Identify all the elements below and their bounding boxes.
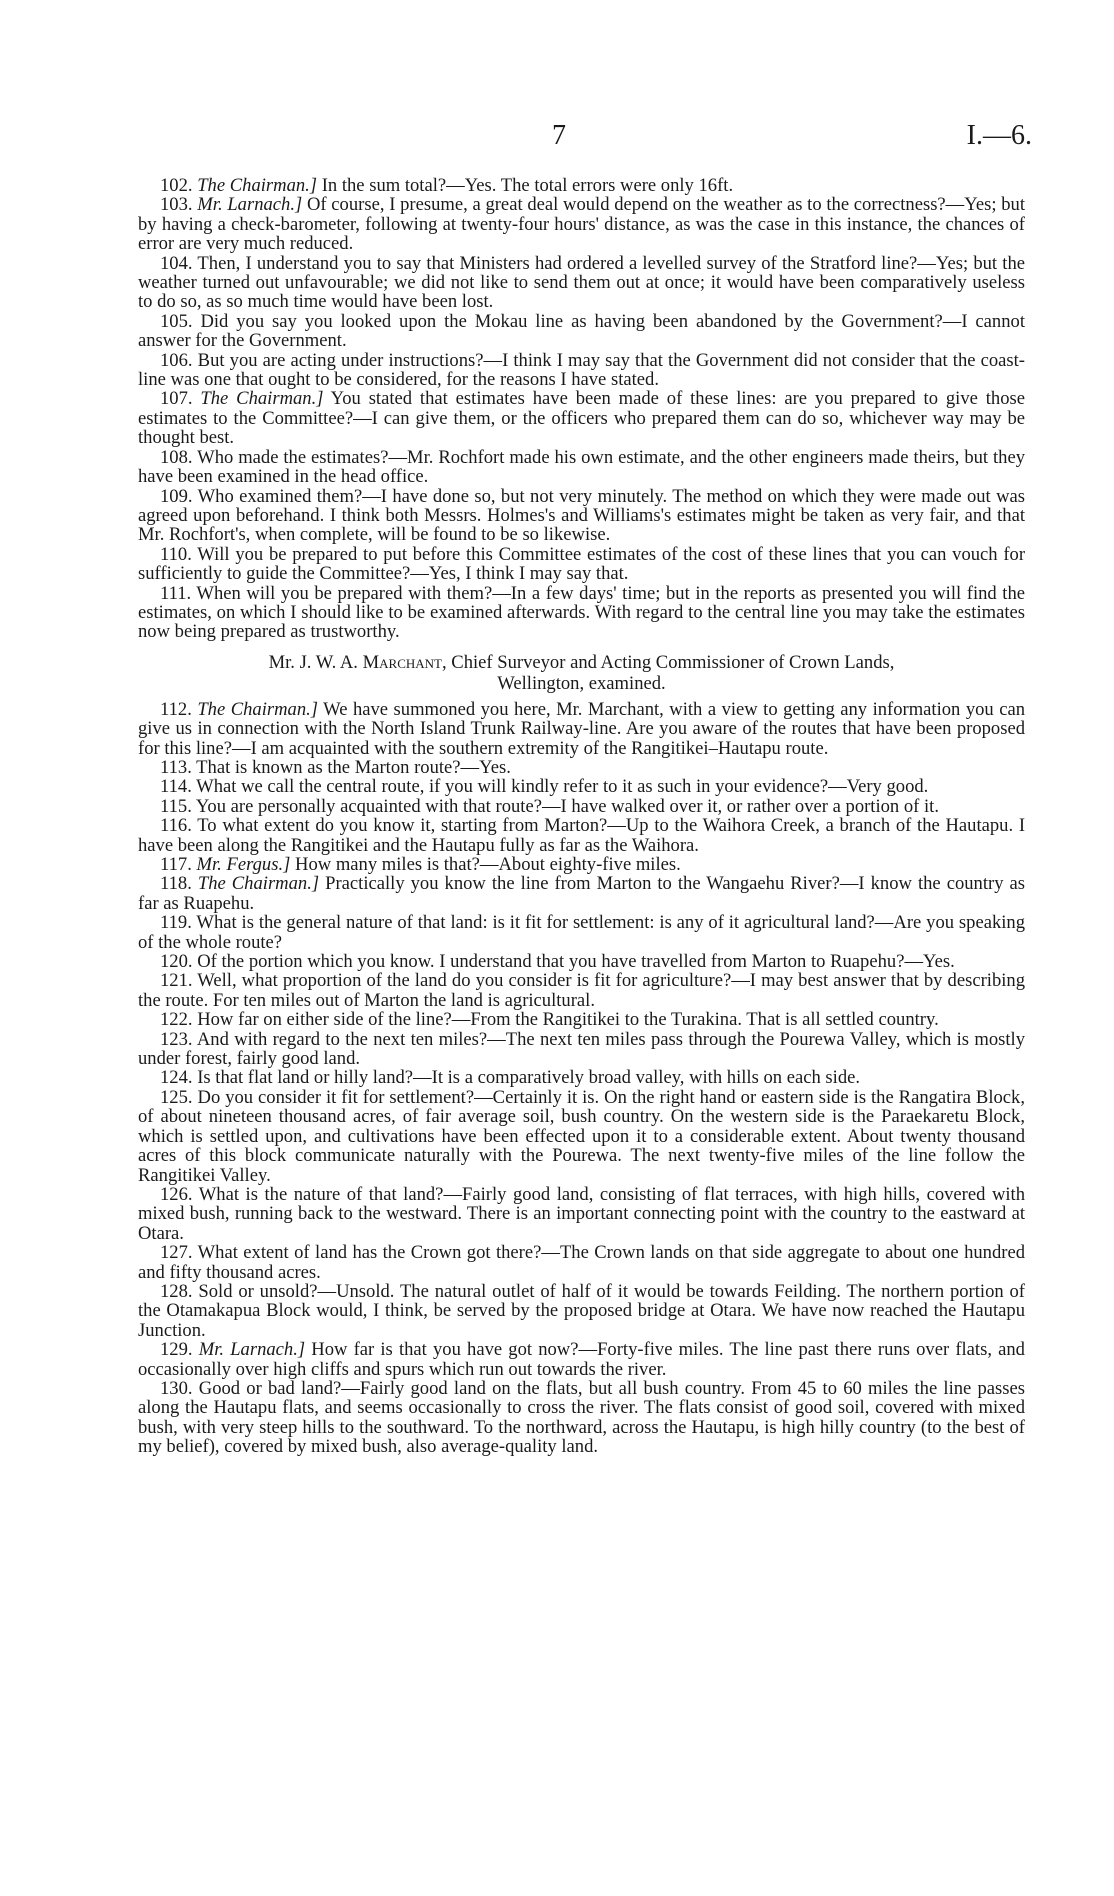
question-number: 108. [160,446,193,468]
question-paragraph [138,254,1025,312]
question-paragraph [138,1243,1025,1282]
question-paragraph [138,913,1025,952]
speaker-label: Mr. Larnach.] [197,194,303,216]
question-text: Do you consider it fit for settlement?—Certainly it is. On the right hand or eastern side is the Rangatira Block, of about nineteen thousand acres, of fair average soil, bush country. On the western side is the Paraekaretu Block, which is settled upon, and cultivations have been effected upon it to a considerable extent. About twenty thousand acres of this block communicate naturally with the Pourewa. The next twenty-five miles of the line follow the Rangitikei Valley. [138,1086,1025,1186]
question-text: But you are acting under instructions?—I think I may say that the Government did not consider that the coast-line was one that ought to be considered, for the reasons I have stated. [138,349,1026,391]
question-text: Of course, I presume, a great deal would depend on the weather as to the correctness?—Yes; but by having a check-barometer, following at twenty-four hours' distance, as was the case in this instance, the chances of error are very much reduced. [138,194,1025,255]
question-number: 121. [160,970,193,992]
question-number: 124. [160,1067,193,1089]
question-number: 104. [160,252,193,274]
question-text: And with regard to the next ten miles?—The next ten miles pass through the Pourewa Valley, which is mostly under forest, fairly good land. [138,1028,1026,1070]
speaker-label: Mr. Fergus.] [196,854,291,875]
question-number: 114. [160,776,192,798]
question-text: Did you say you looked upon the Mokau line as having been abandoned by the Government?—I cannot answer for the Government. [138,310,1025,352]
question-number: 123. [160,1028,193,1050]
question-paragraph [138,1340,1025,1379]
question-paragraph [138,487,1025,545]
page-number: 7 [552,120,566,151]
question-number: 122. [160,1009,193,1031]
question-text: You are personally acquainted with that route?—I have walked over it, or rather over a portion of it. [195,795,939,817]
question-paragraph [138,195,1025,253]
question-number: 125. [160,1086,193,1108]
question-number: 117. [160,854,192,875]
question-text: You stated that estimates have been made of these lines: are you prepared to give those estimates to the Committee?—I can give them, or the officers who prepared them can do so, whichever way may be thought best. [138,388,1026,449]
question-text: Is that flat land or hilly land?—It is a comparatively broad valley, with hills on each side. [197,1067,861,1089]
question-text: Sold or unsold?—Unsold. The natural outlet of half of it would be towards Feilding. The northern portion of the Otamakapua Block would, I think, be served by the proposed bridge at Otara. We have now reached the Hautapu Junction. [138,1280,1026,1341]
question-text: How far is that you have got now?—Forty-five miles. The line past there runs over flats, and occasionally over high cliffs and spurs which run out towards the river. [138,1339,1025,1380]
speaker-label: The Chairman.] [200,388,324,410]
question-text: Good or bad land?—Fairly good land on the flats, but all bush country. From 45 to 60 miles the line passes along the Hautapu flats, and seems occasionally to cross the river. The flats consist of good soil, covered with mixed bush, with very steep hills to the southward. To the northward, across the Hautapu, is high hilly country (to the best of my belief), covered by mixed bush, also average-quality land. [138,1377,1026,1458]
question-paragraph [138,797,1025,816]
question-paragraph [138,758,1025,777]
question-text: Then, I understand you to say that Ministers had ordered a levelled survey of the Stratford line?—Yes; but the weather turned out unfavourable; we did not like to send them out at once; it would have been comparatively useless to do so, as so much time would have been lost. [138,252,1026,313]
question-text: How many miles is that?—About eighty-five miles. [295,854,681,875]
question-paragraph [138,777,1025,796]
question-number: 105. [160,310,193,332]
question-number: 115. [160,795,192,817]
question-paragraph [138,176,1025,195]
question-number: 113. [160,756,192,778]
question-number: 128. [160,1280,193,1302]
question-number: 126. [160,1183,193,1205]
question-text: How far on either side of the line?—From the Rangitikei to the Turakina. That is all settled country. [197,1009,939,1031]
question-paragraph [138,351,1025,390]
question-paragraph [138,1010,1025,1029]
question-text: When will you be prepared with them?—In a few days' time; but in the reports as presented you will find the estimates, on which I should like to be examined afterwards. With regard to the central line you may take the estimates now being prepared as trustworthy. [138,582,1026,643]
question-number: 119. [160,912,192,934]
question-text: In the sum total?—Yes. The total errors were only 16ft. [321,175,734,196]
evidence-block-marchant [138,700,1025,1457]
speaker-label: The Chairman.] [197,175,318,196]
question-text: Will you be prepared to put before this Committee estimates of the cost of these lines that you can vouch for sufficiently to guide the Committee?—Yes, I think I may say that. [138,543,1026,585]
witness-heading [138,652,1025,694]
speaker-label: The Chairman.] [197,873,320,895]
question-text: Of the portion which you know. I understand that you have travelled from Marton to Ruapehu?—Yes. [197,951,955,973]
question-number: 106. [160,349,193,371]
question-text: Well, what proportion of the land do you consider is fit for agriculture?—I may best answer that by describing the route. For ten miles out of Marton the land is agricultural. [138,970,1026,1011]
question-paragraph [138,1030,1025,1069]
question-paragraph [138,1185,1025,1243]
question-paragraph [138,816,1025,855]
question-paragraph [138,952,1025,971]
question-paragraph [138,1068,1025,1087]
question-number: 116. [160,815,192,837]
document-code: I.—6. [966,120,1032,151]
page-header [0,120,1114,160]
page-body [138,176,1025,1457]
question-paragraph [138,389,1025,447]
question-paragraph [138,855,1025,874]
question-number: 118. [160,873,192,895]
question-number: 129. [160,1339,193,1361]
speaker-label: The Chairman.] [197,698,319,720]
evidence-block-earlier-witness [138,176,1025,642]
question-paragraph [138,874,1025,913]
witness-heading-prefix: Mr. J. W. A. [268,651,358,673]
question-number: 103. [160,194,193,216]
question-number: 109. [160,485,193,507]
question-paragraph [138,448,1025,487]
question-text: What is the general nature of that land: is it fit for settlement: is any of it agricultural land?—Are you speaking of the whole route? [138,912,1026,953]
question-text: We have summoned you here, Mr. Marchant, with a view to getting any information you can give us in connection with the North Island Trunk Railway-line. Are you aware of the routes that have been proposed for this line?—I am acquainted with the southern extremity of the Rangitikei–Hautapu route. [138,698,1026,759]
question-paragraph [138,1282,1025,1340]
question-text: Who examined them?—I have done so, but not very minutely. The method on which they were made out was agreed upon beforehand. I think both Messrs. Holmes's and Williams's estimates might be taken as very fair, and that Mr. Rochfort's, when complete, will be found to be so likewise. [138,485,1026,546]
question-number: 130. [160,1377,193,1399]
question-number: 102. [160,175,193,196]
question-text: That is known as the Marton route?—Yes. [196,756,511,778]
witness-title: , Chief Surveyor and Acting Commissioner of Crown Lands, [442,651,895,673]
question-text: Practically you know the line from Marton to the Wangaehu River?—I know the country as far as Ruapehu. [138,873,1025,914]
question-paragraph [138,545,1025,584]
witness-location: Wellington, examined. [497,672,666,694]
question-paragraph [138,971,1025,1010]
question-number: 127. [160,1242,193,1264]
speaker-label: Mr. Larnach.] [198,1339,306,1361]
question-text: To what extent do you know it, starting from Marton?—Up to the Waihora Creek, a branch of the Hautapu. I have been along the Rangitikei and the Hautapu fully as far as the Waihora. [138,815,1026,856]
question-text: Who made the estimates?—Mr. Rochfort made his own estimate, and the other engineers made theirs, but they have been examined in the head office. [138,446,1026,488]
question-text: What is the nature of that land?—Fairly good land, consisting of flat terraces, with high hills, covered with mixed bush, running back to the westward. There is an important connecting point with the country to the eastward at Otara. [138,1183,1025,1244]
question-paragraph [138,584,1025,642]
question-paragraph [138,1088,1025,1185]
question-number: 120. [160,951,193,973]
question-text: What extent of land has the Crown got there?—The Crown lands on that side aggregate to about one hundred and fifty thousand acres. [138,1242,1026,1283]
question-number: 112. [160,698,192,720]
witness-name: Marchant [362,651,442,673]
question-paragraph [138,312,1025,351]
question-paragraph [138,700,1025,758]
question-number: 111. [160,582,192,604]
question-number: 107. [160,388,193,410]
question-number: 110. [160,543,192,565]
question-paragraph [138,1379,1025,1457]
question-text: What we call the central route, if you will kindly refer to it as such in your evidence?—Very good. [196,776,929,798]
